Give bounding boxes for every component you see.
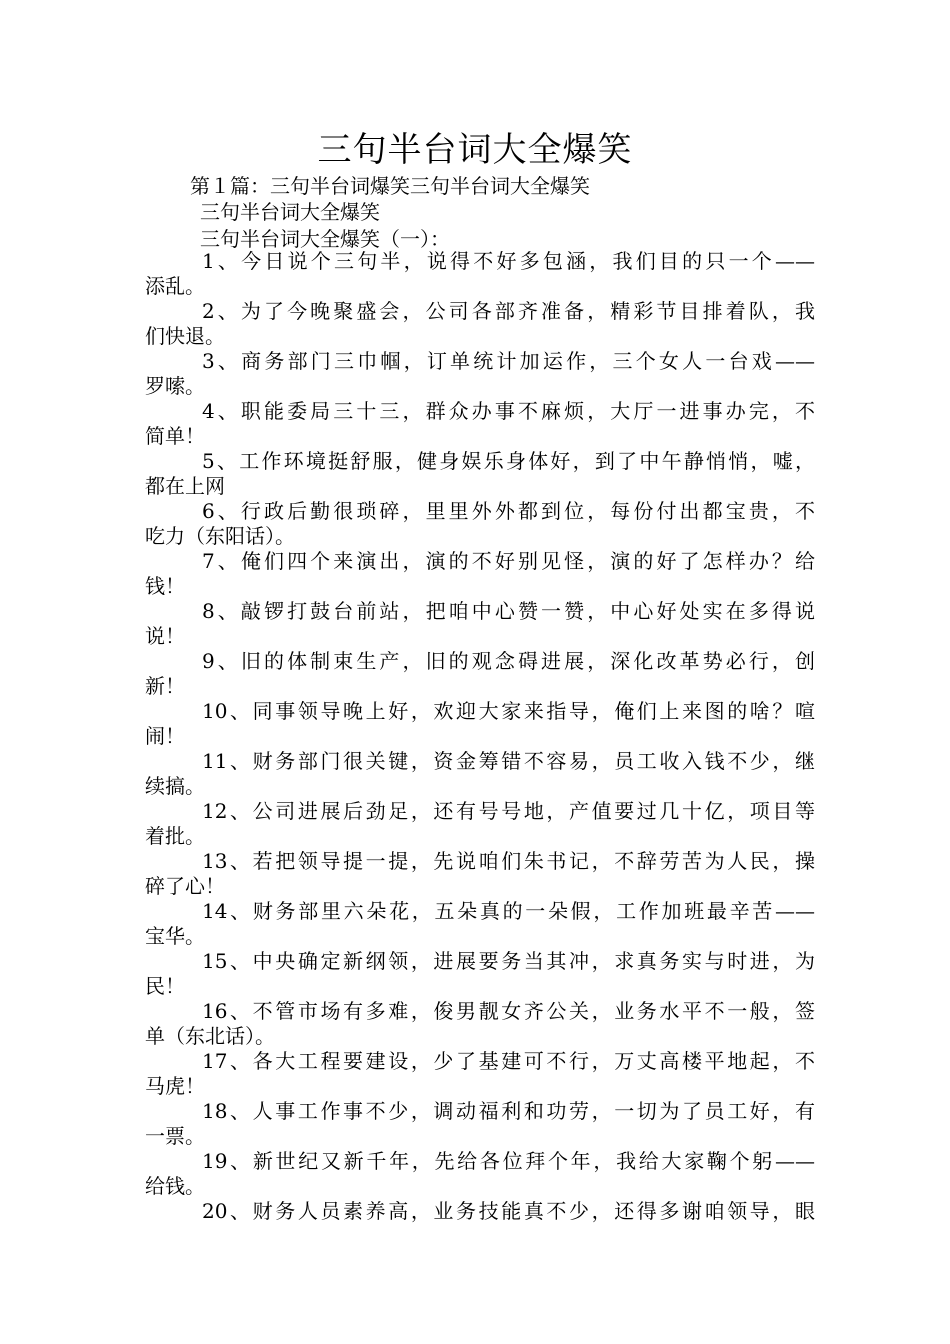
list-item-first-line: 12、公司进展后劲足，还有号号地，产值要过几十亿，项目等 — [202, 799, 815, 823]
joke-list — [145, 249, 815, 1249]
list-item-first-line: 18、人事工作事不少，调动福利和功劳，一切为了员工好，有 — [202, 1099, 815, 1123]
list-item-continuation: 闹！ — [145, 724, 185, 748]
list-item-continuation: 单（东北话）。 — [145, 1024, 275, 1048]
list-item-first-line: 11、财务部门很关键，资金筹错不容易，员工收入钱不少，继 — [202, 749, 815, 773]
list-item — [145, 949, 815, 999]
list-item-continuation: 钱！ — [145, 574, 185, 598]
list-item-continuation: 碎了心！ — [145, 874, 225, 898]
list-item — [145, 399, 815, 449]
list-item-first-line: 9、旧的体制束生产，旧的观念碍进展，深化改革势必行，创 — [202, 649, 815, 673]
list-item — [145, 1099, 815, 1149]
list-item-first-line: 14、财务部里六朵花，五朵真的一朵假，工作加班最辛苦—— — [202, 899, 815, 923]
list-item — [145, 649, 815, 699]
list-item — [145, 799, 815, 849]
document-title: 三句半台词大全爆笑 — [317, 130, 633, 170]
list-item-continuation: 罗嗦。 — [145, 374, 205, 398]
section-heading: 三句半台词大全爆笑 — [200, 200, 380, 224]
list-item-first-line: 10、同事领导晚上好，欢迎大家来指导，俺们上来图的啥？喧 — [202, 699, 815, 723]
list-item-continuation: 新！ — [145, 674, 185, 698]
list-item-first-line: 7、俺们四个来演出，演的不好别见怪，演的好了怎样办？给 — [202, 549, 815, 573]
list-item-first-line: 1、今日说个三句半，说得不好多包涵，我们目的只一个—— — [202, 249, 815, 273]
list-item — [145, 599, 815, 649]
list-item — [145, 499, 815, 549]
list-item — [145, 999, 815, 1049]
list-item — [145, 1049, 815, 1099]
list-item-continuation: 续搞。 — [145, 774, 205, 798]
document-subtitle: 第１篇：三句半台词爆笑三句半台词大全爆笑 — [190, 174, 590, 198]
list-item-continuation: 都在上网 — [145, 474, 225, 498]
list-item-first-line: 20、财务人员素养高，业务技能真不少，还得多谢咱领导，眼 — [202, 1199, 815, 1223]
list-item-first-line: 4、职能委局三十三，群众办事不麻烦，大厅一进事办完，不 — [202, 399, 815, 423]
list-item-first-line: 5、工作环境挺舒服，健身娱乐身体好，到了中午静悄悄，嘘， — [202, 449, 815, 473]
list-item — [145, 1149, 815, 1199]
list-item-continuation: 着批。 — [145, 824, 205, 848]
list-item-continuation — [145, 1224, 815, 1249]
list-item — [145, 299, 815, 349]
list-item-first-line: 3、商务部门三巾帼，订单统计加运作，三个女人一台戏—— — [202, 349, 815, 373]
list-item-continuation: 们快退。 — [145, 324, 225, 348]
list-item — [145, 899, 815, 949]
list-item-continuation: 给钱。 — [145, 1174, 205, 1198]
list-item-first-line: 16、不管市场有多难，俊男靓女齐公关，业务水平不一般，签 — [202, 999, 815, 1023]
list-item-continuation: 一票。 — [145, 1124, 205, 1148]
list-item-first-line: 13、若把领导提一提，先说咱们朱书记，不辞劳苦为人民，操 — [202, 849, 815, 873]
list-item-continuation: 添乱。 — [145, 274, 205, 298]
list-item-continuation: 简单！ — [145, 424, 205, 448]
section-subheading: 三句半台词大全爆笑（一）： — [200, 227, 450, 251]
list-item-first-line: 8、敲锣打鼓台前站，把咱中心赞一赞，中心好处实在多得说 — [202, 599, 815, 623]
list-item — [145, 549, 815, 599]
list-item-continuation: 马虎！ — [145, 1074, 205, 1098]
list-item — [145, 749, 815, 799]
list-item-continuation: 宝华。 — [145, 924, 205, 948]
list-item — [145, 349, 815, 399]
list-item — [145, 449, 815, 499]
list-item-first-line: 6、行政后勤很琐碎，里里外外都到位，每份付出都宝贵，不 — [202, 499, 815, 523]
list-item-first-line: 17、各大工程要建设，少了基建可不行，万丈高楼平地起，不 — [202, 1049, 815, 1073]
list-item — [145, 699, 815, 749]
list-item-continuation: 吃力（东阳话）。 — [145, 524, 295, 548]
list-item — [145, 1199, 815, 1249]
list-item-first-line: 15、中央确定新纲领，进展要务当其冲，求真务实与时进，为 — [202, 949, 815, 973]
list-item — [145, 849, 815, 899]
list-item-first-line: 2、为了今晚聚盛会，公司各部齐准备，精彩节目排着队，我 — [202, 299, 815, 323]
list-item-continuation: 说！ — [145, 624, 185, 648]
list-item-continuation: 民！ — [145, 974, 185, 998]
list-item-first-line: 19、新世纪又新千年，先给各位拜个年，我给大家鞠个躬—— — [202, 1149, 815, 1173]
list-item — [145, 249, 815, 299]
